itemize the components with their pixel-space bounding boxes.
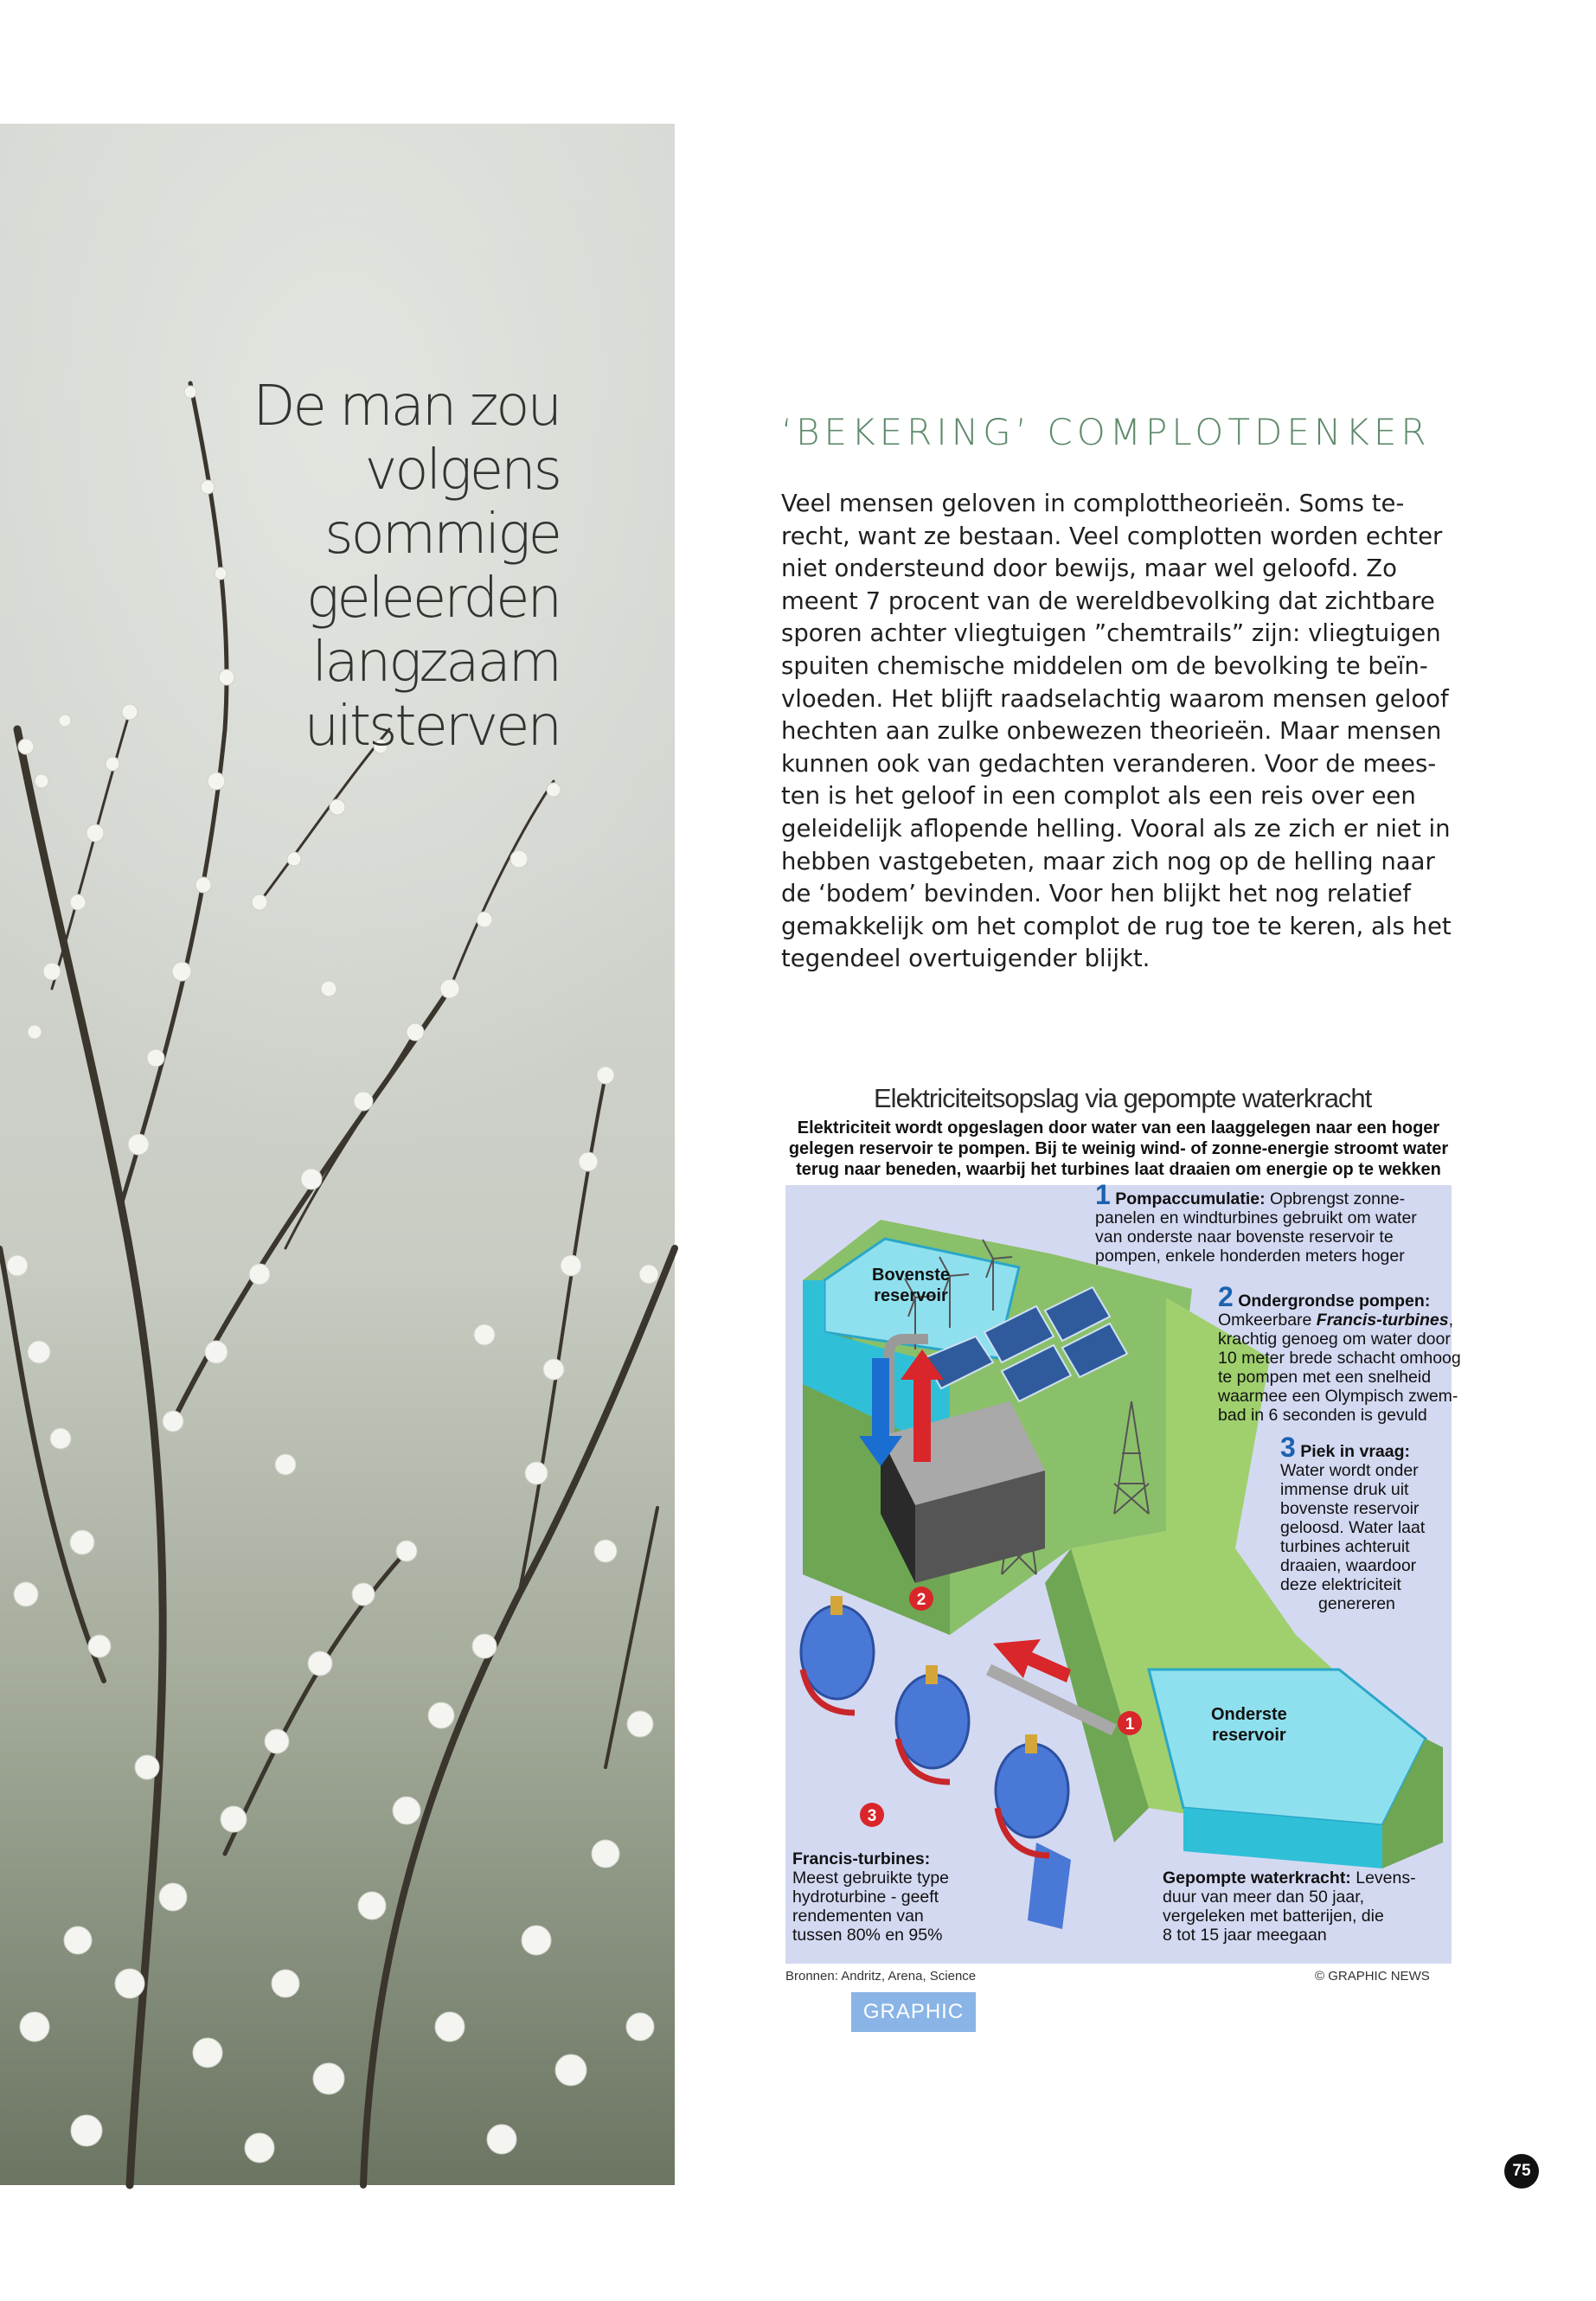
label-line: reservoir	[1212, 1726, 1286, 1745]
subtitle-line: Elektriciteit wordt opgeslagen door water van een laaggelegen naar een hoger	[797, 1118, 1440, 1138]
step-text: geloosd. Water laat	[1280, 1518, 1426, 1537]
body-line: recht, want ze bestaan. Veel complotten worden echter	[781, 522, 1443, 550]
label-line: reservoir	[874, 1286, 948, 1305]
body-line: de ‘bodem’ bevinden. Voor hen blijkt het nog relatief	[781, 880, 1411, 908]
page-number-badge: 75	[1504, 2154, 1539, 2189]
step-text: waarmee een Olympisch zwem-	[1218, 1387, 1458, 1406]
step-text: ,	[1448, 1311, 1454, 1330]
step-3-callout	[1280, 1432, 1426, 1613]
lower-reservoir-label	[1211, 1704, 1287, 1746]
marker-label: 3	[867, 1807, 877, 1825]
label-line: Onderste	[1211, 1705, 1287, 1724]
pull-quote-line: De man zou	[253, 375, 560, 439]
step-title: Pompaccumulatie:	[1115, 1189, 1266, 1208]
step-number: 1	[1095, 1179, 1111, 1210]
note-text: duur van meer dan 50 jaar,	[1163, 1888, 1365, 1907]
pumped-hydro-note	[1163, 1868, 1416, 1945]
note-title: Gepompte waterkracht:	[1163, 1868, 1351, 1888]
note-text: vergeleken met batterijen, die	[1163, 1907, 1384, 1926]
body-line: niet ondersteund door bewijs, maar wel geloofd. Zo	[781, 554, 1397, 583]
body-line: sporen achter vliegtuigen ”chemtrails” zijn: vliegtuigen	[781, 619, 1441, 648]
step-text: Omkeerbare	[1218, 1311, 1317, 1330]
graphic-label-button[interactable]: GRAPHIC	[851, 1992, 976, 2032]
pull-quote-line: sommige	[324, 503, 560, 567]
pull-quote-line: uitsterven	[304, 695, 560, 759]
step-text: krachtig genoeg om water door	[1218, 1330, 1451, 1349]
body-line: ten is het geloof in een complot als een reis over een	[781, 782, 1416, 811]
step-text: panelen en windturbines gebruikt om water	[1095, 1208, 1417, 1227]
body-line: tegendeel overtuigender blijkt.	[781, 945, 1151, 973]
infographic-panel	[785, 1179, 1461, 1964]
pull-quote	[179, 375, 560, 759]
subtitle-line: terug naar beneden, waarbij het turbines laat draaien om energie op te wekken	[796, 1160, 1441, 1179]
note-text: Levens-	[1350, 1868, 1416, 1888]
step-text: 10 meter brede schacht omhoog	[1218, 1349, 1461, 1368]
step-text: van onderste naar bovenste reservoir te	[1095, 1227, 1394, 1247]
upper-reservoir-label	[872, 1265, 950, 1306]
pull-quote-line: volgens	[364, 439, 560, 503]
step-text: bad in 6 seconden is gevuld	[1218, 1406, 1427, 1425]
step-text: Water wordt onder	[1280, 1461, 1419, 1480]
step-text: Opbrengst zonne-	[1270, 1189, 1406, 1208]
step-1-callout	[1095, 1179, 1417, 1266]
step-text: immense druk uit	[1280, 1480, 1409, 1499]
step-2-callout	[1218, 1281, 1461, 1425]
step-text: deze elektriciteit	[1280, 1575, 1401, 1594]
infographic-subtitle	[785, 1118, 1452, 1180]
note-text: 8 tot 15 jaar meegaan	[1163, 1926, 1327, 1945]
body-line: meent 7 procent van de wereldbevolking dat zichtbare	[781, 586, 1435, 615]
body-line: hebben vastgebeten, maar zich nog op de helling naar	[781, 847, 1435, 875]
step-number: 3	[1280, 1432, 1296, 1463]
subtitle-line: gelegen reservoir te pompen. Bij te weinig wind- of zonne-energie stroomt water	[788, 1139, 1449, 1158]
step-text: bovenste reservoir	[1280, 1499, 1420, 1518]
step-text: pompen, enkele honderden meters hoger	[1095, 1247, 1405, 1266]
step-text-emphasis: Francis-turbines	[1316, 1311, 1449, 1330]
step-text: turbines achteruit	[1280, 1537, 1410, 1556]
article-heading: ‘BEKERING’ COMPLOTDENKER	[781, 411, 1431, 453]
note-text: hydroturbine - geeft	[792, 1888, 939, 1907]
body-line: Veel mensen geloven in complottheorieën. Soms te-	[781, 490, 1405, 517]
body-line: spuiten chemische middelen om de bevolking te beïn-	[781, 651, 1428, 680]
marker-label: 2	[916, 1591, 926, 1609]
step-text: te pompen met een snelheid	[1218, 1368, 1432, 1387]
article-body	[781, 488, 1452, 976]
francis-turbines-note	[792, 1849, 949, 1945]
infographic-sources: Bronnen: Andritz, Arena, Science	[785, 1969, 977, 1984]
body-line: hechten aan zulke onbewezen theorieën. Maar mensen	[781, 717, 1442, 746]
marker-label: 1	[1125, 1715, 1135, 1734]
step-number: 2	[1218, 1281, 1234, 1312]
body-line: kunnen ook van gedachten veranderen. Voor de mees-	[781, 749, 1437, 778]
label-line: Bovenste	[872, 1266, 951, 1285]
pull-quote-line: geleerden	[305, 567, 560, 631]
note-title: Francis-turbines:	[792, 1849, 931, 1868]
note-text: tussen 80% en 95%	[792, 1926, 943, 1945]
step-title: Ondergrondse pompen:	[1238, 1292, 1431, 1311]
note-text: rendementen van	[792, 1907, 924, 1926]
body-line: gemakkelijk om het complot de rug toe te keren, als het	[781, 912, 1452, 940]
infographic-title: Elektriciteitsopslag via gepompte waterkracht	[874, 1083, 1372, 1113]
body-line: geleidelijk aflopende helling. Vooral als ze zich er niet in	[781, 814, 1451, 843]
note-text: Meest gebruikte type	[792, 1868, 950, 1888]
pull-quote-line: langzaam	[311, 631, 560, 695]
step-text: draaien, waardoor	[1280, 1556, 1417, 1575]
body-line: vloeden. Het blijft raadselachtig waarom mensen geloof	[781, 684, 1449, 713]
infographic-credit: © GRAPHIC NEWS	[1315, 1969, 1430, 1984]
step-text: genereren	[1318, 1594, 1395, 1613]
step-title: Piek in vraag:	[1300, 1442, 1411, 1461]
blossom-photo	[0, 124, 675, 2185]
